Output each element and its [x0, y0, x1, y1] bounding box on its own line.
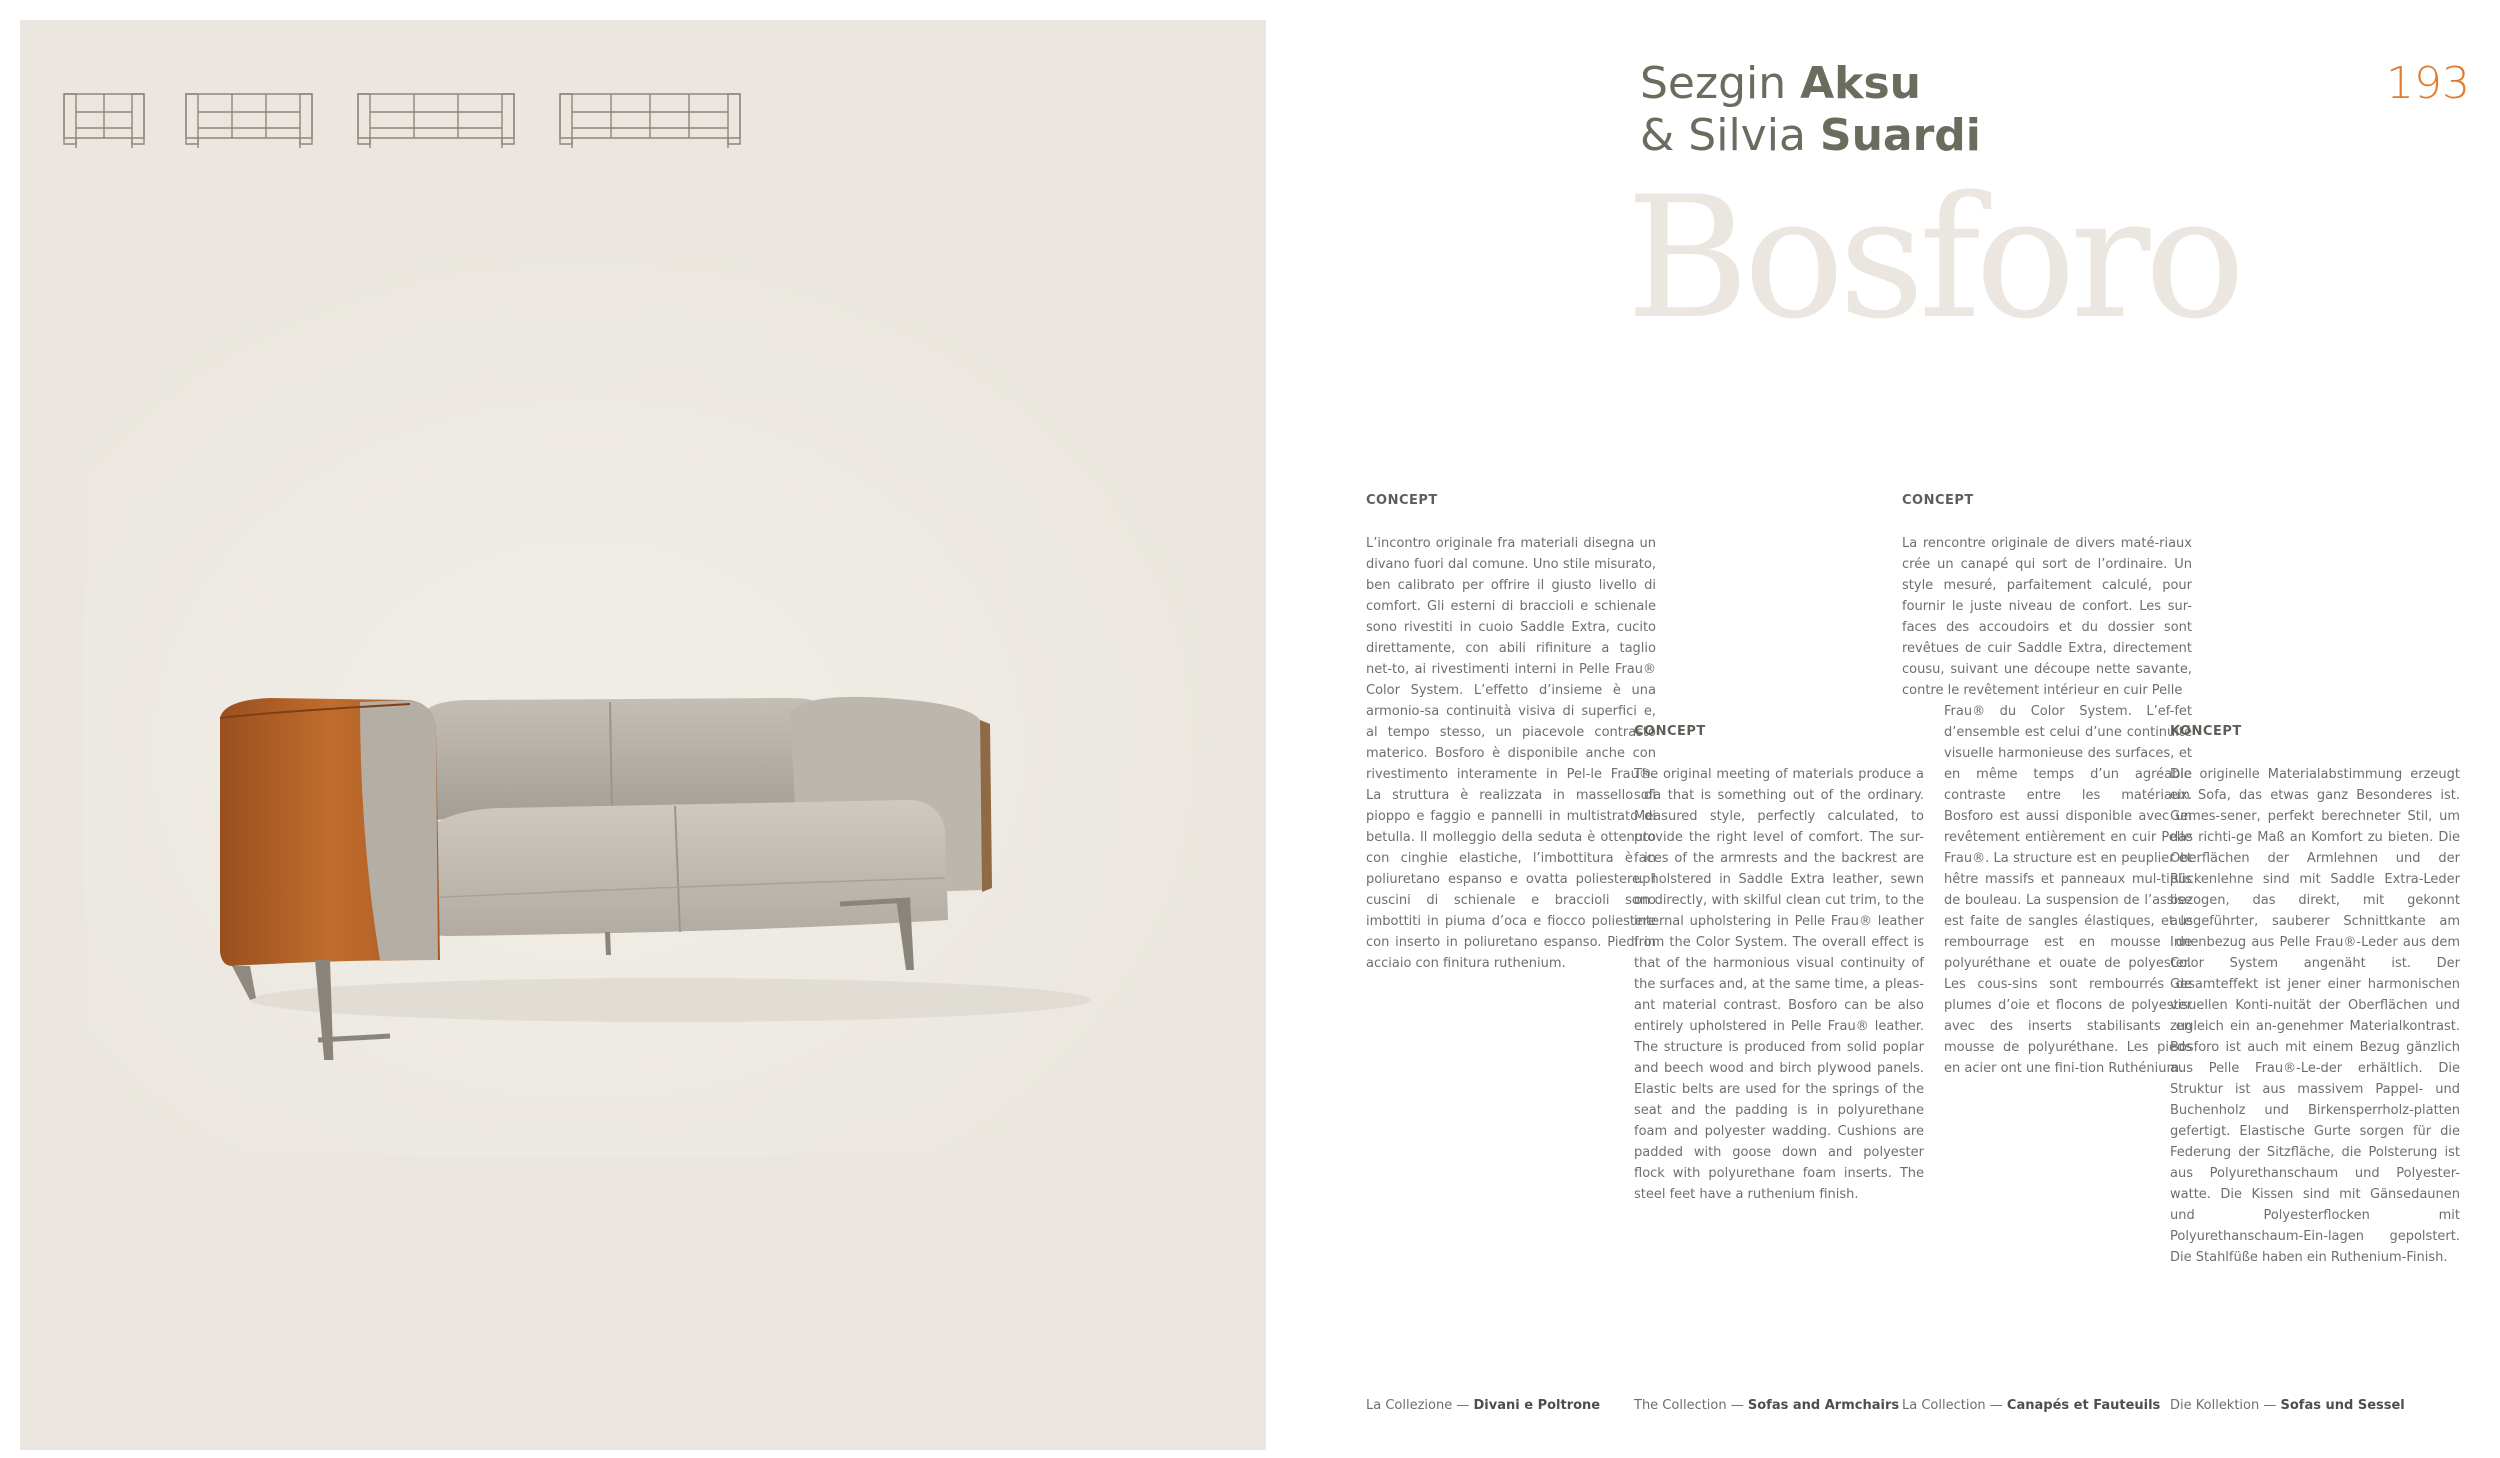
designer-line-1	[1640, 58, 1981, 110]
designer-line-2	[1640, 110, 1981, 162]
concept-heading-en: CONCEPT	[1634, 724, 1706, 739]
designer-last-name: Aksu	[1800, 58, 1921, 109]
footer-prefix: La Collezione —	[1366, 1398, 1474, 1413]
designer-first-name: Sezgin	[1640, 58, 1801, 109]
footer-label: Divani e Poltrone	[1473, 1398, 1601, 1413]
footer-collection-de	[2170, 1398, 2405, 1413]
concept-heading-it: CONCEPT	[1366, 493, 1438, 508]
concept-text-de: Die originelle Materialabstimmung erzeugt ein Sofa, das etwas ganz Besonderes ist. Gemes-sener, perfekt berechneter Stil, um das richti-ge Maß an Komfort zu bieten. Die Oberflächen der Armlehnen und der Rückenlehne sind mit Saddle Extra-Leder bezogen, das direkt, mit gekonnt ausgeführter, sauberer Schnittkante am Innenbezug aus Pelle Frau®-Leder aus dem Color System angenäht ist. Der Gesamteffekt ist jener einer harmonischen visuellen Konti-nuität der Oberflächen und zugleich ein an-genehmer Materialkontrast. Bosforo ist auch mit einem Bezug gänzlich aus Pelle Frau®-Le-der erhältlich. Die Struktur ist aus massivem Pappel- und Buchenholz und Birkensperrholz-platten gefertigt. Elastische Gurte sorgen für die Federung der Sitzfläche, die Polsterung ist aus Polyurethanschaum und Polyester-watte. Die Kissen sind mit Gänsedaunen und Polyesterflocken mit Polyurethanschaum-Ein-lagen gepolstert. Die Stahlfüße haben ein Ruthenium-Finish.	[2170, 767, 2460, 1265]
page-number: 193	[2386, 58, 2470, 109]
bosforo-sofa-image	[210, 660, 1110, 1060]
footer-label: Sofas and Armchairs	[1747, 1398, 1900, 1413]
footer-prefix: Die Kollektion —	[2170, 1398, 2281, 1413]
footer-collection-it	[1366, 1398, 1600, 1413]
product-title: Bosforo	[1626, 160, 2240, 356]
sofa-sketch-4-seat	[558, 88, 742, 150]
footer-prefix: La Collection —	[1902, 1398, 2007, 1413]
footer-prefix: The Collection —	[1634, 1398, 1748, 1413]
footer-collection-en	[1634, 1398, 1899, 1413]
sofa-sketch-2-seat	[62, 88, 146, 150]
footer-collection-fr	[1902, 1398, 2160, 1413]
concept-text-it: L’incontro originale fra materiali disegna un divano fuori dal comune. Uno stile misurato, ben calibrato per offrire il giusto livello di comfort. Gli esterni di braccioli e schienale sono rivestiti in cuoio Saddle Extra, cucito direttamente, con abili rifiniture a taglio net-to, ai rivestimenti interni in Pelle Frau® Color System. L’effetto d’insieme è una armonio-sa continuità visiva di superfici e, al tempo stesso, un piacevole contrasto materico. Bosforo è disponibile anche con rivestimento interamente in Pel-le Frau®. La struttura è realizzata in massello di pioppo e faggio e pannelli in multistrato di betulla. Il molleggio della seduta è ottenuto con cinghie elastiche, l’imbottitura è in poliuretano espanso e ovatta poliestere. I cuscini di schienale e braccioli sono imbottiti in piuma d’oca e fiocco poliestere con inserto in poliuretano espanso. Piedi in acciaio con finitura ruthenium.	[1366, 536, 1656, 971]
sofa-sketch-3-seat-large	[356, 88, 516, 150]
concept-text-fr-top: La rencontre originale de divers maté-riaux crée un canapé qui sort de l’ordinaire. Un style mesuré, parfaitement calculé, pour fournir le juste niveau de confort. Les sur-faces des accoudoirs et du dossier sont revêtues de cuir Saddle Extra, directement cousu, suivant une découpe nette savante, contre le revêtement intérieur en cuir Pelle	[1902, 536, 2192, 698]
concept-heading-fr: CONCEPT	[1902, 493, 1974, 508]
designer-last-name: Suardi	[1819, 110, 1981, 161]
designer-names	[1640, 58, 1981, 162]
footer-label: Sofas und Sessel	[2280, 1398, 2405, 1413]
footer-label: Canapés et Fauteuils	[2006, 1398, 2161, 1413]
concept-text-fr-bottom: Frau® du Color System. L’ef-fet d’ensemble est celui d’une continuité visuelle harmonieuse des surfaces, et en même temps d’un agréable contraste entre les matériaux. Bosforo est aussi disponible avec un revêtement entièrement en cuir Pelle Frau®. La structure est en peuplier et hêtre massifs et panneaux mul-tiplis de bouleau. La suspension de l’assise est faite de sangles élastiques, et le rembourrage est en mousse de polyuréthane et ouate de polyester. Les cous-sins sont rembourrés de plumes d’oie et flocons de polyester avec des inserts stabilisants en mousse de polyuréthane. Les pieds en acier ont une fini-tion Ruthénium.	[1944, 704, 2192, 1076]
concept-heading-de: KONCEPT	[2170, 724, 2242, 739]
designer-first-name: & Silvia	[1640, 110, 1820, 161]
concept-text-en: The original meeting of materials produce a sofa that is something out of the ordinary. Measured style, perfectly calculated, to provide the right level of comfort. The sur-faces of the armrests and the backrest are upholstered in Saddle Extra leather, sewn on directly, with skilful clean cut trim, to the internal upholstering in Pelle Frau® leather from the Color System. The overall effect is that of the harmonious visual continuity of the surfaces and, at the same time, a pleas-ant material contrast. Bosforo can be also entirely upholstered in Pelle Frau® leather. The structure is produced from solid poplar and beech wood and birch plywood panels. Elastic belts are used for the springs of the seat and the padding is in polyurethane foam and polyester wadding. Cushions are padded with goose down and polyester flock with polyurethane foam inserts. The steel feet have a ruthenium finish.	[1634, 767, 1924, 1202]
product-photo-panel	[20, 20, 1266, 1450]
sofa-sketch-3-seat	[184, 88, 314, 150]
